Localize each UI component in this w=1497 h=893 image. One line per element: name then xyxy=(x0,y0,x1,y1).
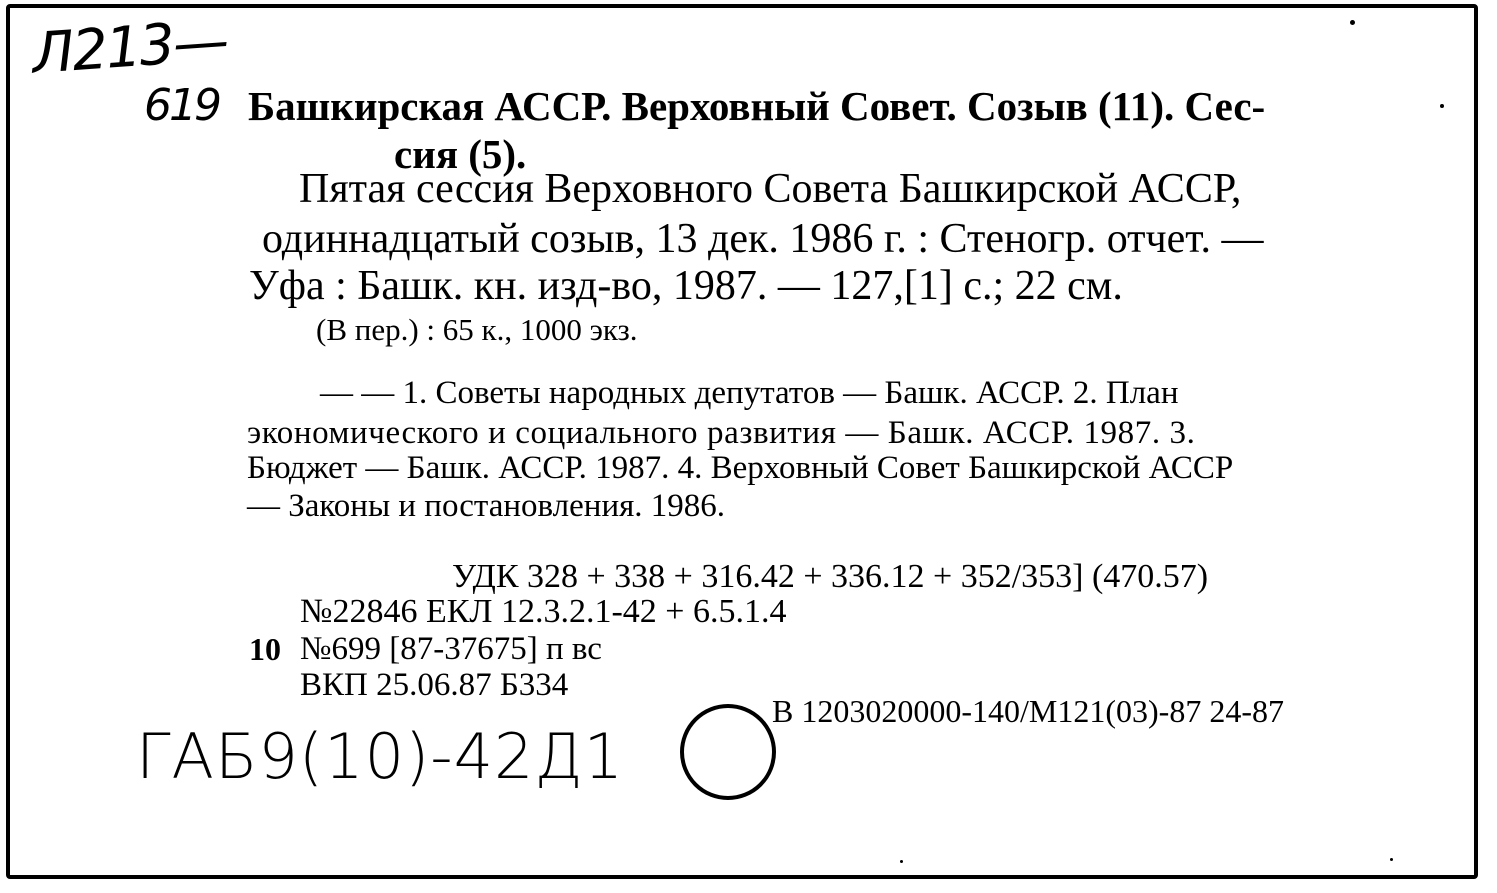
heading-line-2: сия (5). xyxy=(394,131,527,177)
subjects-line-2: экономического и социального развития — Башк. АССР. 1987. 3. xyxy=(247,415,1196,451)
heading-line-1: Башкирская АССР. Верховный Совет. Созыв (11). Сес- xyxy=(248,83,1266,129)
body-line-1: Пятая сессия Верховного Совета Башкирской АССР, xyxy=(299,166,1242,212)
subjects-line-4: — Законы и постановления. 1986. xyxy=(247,488,726,524)
ekl-line: №22846 ЕКЛ 12.3.2.1-42 + 6.5.1.4 xyxy=(300,593,787,630)
stamp-circle-icon xyxy=(676,700,780,804)
subjects-line-3: Бюджет — Башк. АССР. 1987. 4. Верховный Совет Башкирской АССР xyxy=(247,450,1234,486)
handwritten-call-number-bottom: 619 xyxy=(144,80,219,131)
copy-count: 10 xyxy=(249,631,281,667)
udk-line: УДК 328 + 338 + 316.42 + 336.12 + 352/353] (470.57) xyxy=(452,558,1209,595)
speck xyxy=(1350,20,1355,25)
body-line-4: (В пер.) : 65 к., 1000 экз. xyxy=(316,312,638,347)
speck xyxy=(900,860,903,863)
speck xyxy=(1390,858,1393,861)
speck xyxy=(1440,104,1444,108)
publisher-code-line: В 1203020000-140/М121(03)-87 24-87 xyxy=(772,693,1284,729)
body-line-2: одиннадцатый созыв, 13 дек. 1986 г. : Стеногр. отчет. — xyxy=(262,216,1264,262)
order-number-line: №699 [87-37675] п вс xyxy=(300,631,602,667)
subjects-line-1: — — 1. Советы народных депутатов — Башк. АССР. 2. План xyxy=(320,375,1179,411)
handwritten-call-number-top: Л213— xyxy=(30,8,230,87)
body-line-3: Уфа : Башк. кн. изд-во, 1987. — 127,[1] с.; 22 см. xyxy=(249,263,1123,309)
vkp-line: ВКП 25.06.87 Б334 xyxy=(300,667,569,703)
handwritten-shelf-code: ГАБ9(10)-42Д1 xyxy=(136,720,625,793)
